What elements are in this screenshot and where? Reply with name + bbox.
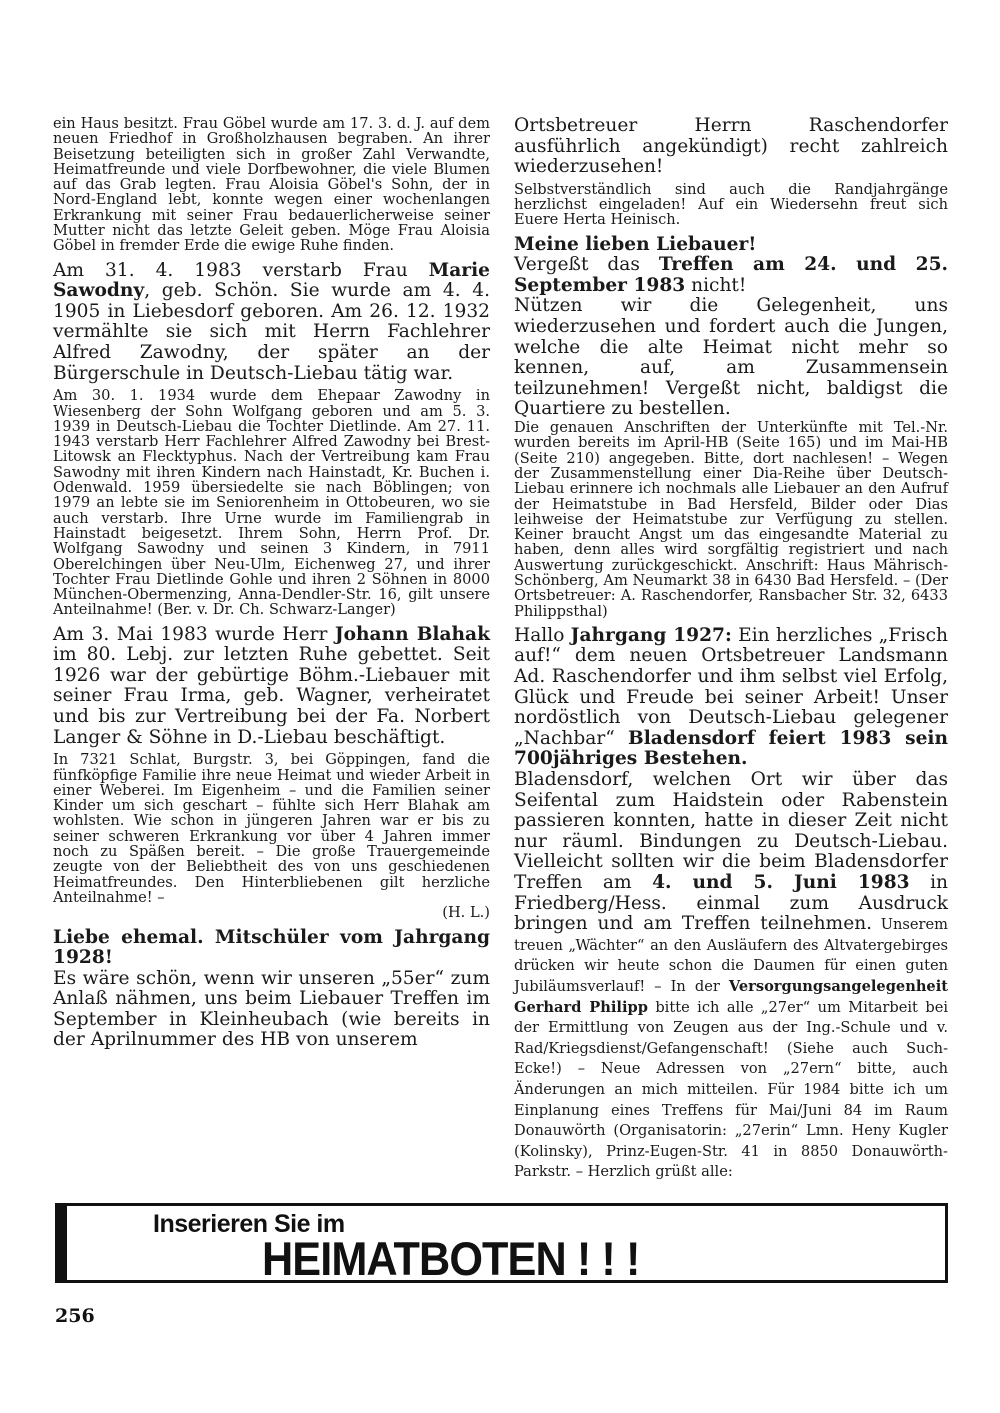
signature-line	[53, 905, 490, 920]
obituary-sawodny-intro: Am 31. 4. 1983 verstarb Frau Marie Sawodny, geb. Schön. Sie wurde am 4. 4. 1905 in Liebesdorf geboren. Am 26. 12. 1932 vermählte sie sich mit Herrn Fachlehrer Alfred Zawodny, der später an der Bürgerschule in Deutsch-Liebau tätig war.	[53, 259, 490, 384]
treffen-date: Treffen am 24. und 25. September 1983	[514, 254, 949, 296]
notice-gelegenheit: Nützen wir die Gelegenheit, uns wiederzusehen und fordert auch die Jungen, welche die alte Heimat nicht mehr so kennen, auf, am Zusammensein teilzunehmen! Vergeßt nicht, baldigst die Quartiere zu bestellen.	[514, 295, 948, 420]
jahrgang-1927-label: Jahrgang 1927:	[570, 624, 732, 646]
advertisement-box	[55, 1203, 948, 1283]
right-column	[514, 116, 948, 1182]
obituary-sawodny-details: Am 30. 1. 1934 wurde dem Ehepaar Zawodny in Wiesenberg der Sohn Wolfgang geboren und am 5. 3. 1939 in Deutsch-Liebau die Tochter Dietlinde. Am 27. 11. 1943 verstarb Herr Fachlehrer Alfred Zawodny bei Brest-Litowsk an Flecktyphus. Nach der Vertreibung kam Frau Sawodny mit ihren Kindern nach Hainstadt, Kr. Buchen i. Odenwald. 1959 übersiedelte sie nach Böblingen; von 1979 an lebte sie im Seniorenheim in Ottobeuren, wo sie auch verstarb. Ihre Urne wurde im Familiengrab in Hainstadt beigesetzt. Ihrem Sohn, Herrn Prof. Dr. Wolfgang Sawodny und seinen 3 Kindern, in 7911 Oberelchingen über Neu-Ulm, Eichenweg 27, und ihrer Tochter Frau Dietlinde Gohle und ihren 2 Söhnen in 8000 München-Obermenzing, Anna-Dendler-Str. 16, gilt unsere Anteilnahme! (Ber. v. Dr. Ch. Schwarz-Langer)	[53, 387, 490, 619]
obituary-goebel-end: ein Haus besitzt. Frau Göbel wurde am 17. 3. d. J. auf dem neuen Friedhof in Großholzhausen begraben. An ihrer Beisetzung beteiligten sich in großer Zahl Verwandte, Heimatfreunde und viele Dorfbewohner, die viele Blumen auf das Grab legten. Frau Aloisia Göbel's Sohn, der in Nord-England lebt, konnte wegen einer wochenlangen Erkrankung mit seiner Frau bedauerlicherweise seiner Mutter nicht das letzte Geleit geben. Möge Frau Aloisia Göbel in fremder Erde die ewige Ruhe finden.	[53, 115, 490, 255]
heading-jahrgang-1928: Liebe ehemal. Mitschüler vom Jahrgang 1928!	[53, 926, 490, 969]
notice-jahrgang-1927: Hallo Jahrgang 1927: Ein herzliches „Frisch auf!“ dem neuen Ortsbetreuer Landsmann Ad. Raschendorfer und ihm selbst viel Erfolg, Glück und Freude bei seiner Arbeit! Unser nordöstlich von Deutsch-Liebau gelegener „Nachbar“ Bladensdorf feiert 1983 sein 700jähriges Bestehen.	[514, 624, 949, 770]
notice-bladensdorf: Bladensdorf, welchen Ort wir über das Seifental zum Haidstein oder Rabenstein passieren konnten, hatte in dieser Zeit nicht nur räuml. Bindungen zu Deutsch-Liebau. Vielleicht sollten wir die beim Bladensdorfer Treffen am 4. und 5. Juni 1983 in Friedberg/Hess. einmal zum Ausdruck bringen und am Treffen teilnehmen. Unserem treuen „Wächter“ an den Ausläufern des Altvatergebirges drücken wir heute schon die Daumen für einen guten Jubiläumsverlauf! – In der Versorgungsangelegenheit Gerhard Philipp bitte ich alle „27er“ um Mitarbeit bei der Ermittlung von Zeugen aus der Ing.-Schule und v. Rad/Kriegsdienst/Gefangenschaft! (Siehe auch Such-Ecke!) – Neue Adressen von „27ern“ bitte, auch Änderungen an mich mitteilen. Für 1984 bitte ich um Einplanung eines Treffens für Mai/Juni 84 im Raum Donauwörth (Organisatorin: „27erin“ Lmn. Heny Kugler (Kolinsky), Prinz-Eugen-Str. 41 in 8850 Donauwörth-Parkstr. – Herzlich grüßt alle:	[514, 769, 948, 1181]
obituary-blahak-intro: Am 3. Mai 1983 wurde Herr Johann Blahak im 80. Lebj. zur letzten Ruhe gebettet. Seit 1926 war der gebürtige Böhm.-Liebauer mit seiner Frau Irma, geb. Wagner, verheiratet und bis zur Vertreibung bei der Fa. Norbert Langer & Söhne in D.-Liebau beschäftigt.	[53, 623, 490, 748]
name-johann-blahak: Johann Blahak	[334, 623, 490, 645]
notice-55er: Es wäre schön, wenn wir unseren „55er“ zum Anlaß nähmen, uns beim Liebauer Treffen im September in Kleinheubach (wie bereits in der Aprilnummer des HB von unserem	[53, 967, 490, 1051]
bladensdorf-headline: Bladensdorf feiert 1983 sein 700jähriges Bestehen.	[514, 727, 949, 770]
heading-liebe-liebauer: Meine lieben Liebauer!	[514, 233, 757, 255]
obituary-blahak-details: In 7321 Schlat, Burgstr. 3, bei Göppingen, fand die fünfköpfige Familie ihre neue Heimat und wieder Arbeit in einer Weberei. Im Eigenheim – und die Familien seiner Kinder um sich geschart – fühlte sich Herr Blahak am wohlsten. Wie schon in jüngeren Jahren war er bis zu seiner schweren Erkrankung vor über 4 Jahren immer noch zu Späßen bereit. – Die große Trauergemeinde zeugte von der Beliebtheit des von uns geschiedenen Heimatfreundes. Den Hinterbliebenen gilt herzliche Anteilnahme! –	[53, 751, 490, 906]
bladensdorf-date: 4. und 5. Juni 1983	[652, 872, 910, 893]
name-marie-sawodny: Marie Sawodny	[53, 259, 490, 302]
ad-line-2: HEIMATBOTEN ! ! !	[262, 1232, 640, 1285]
versorgung-label: Versorgungsangelegenheit Gerhard Philipp	[514, 977, 948, 1016]
ad-line-1: Inserieren Sie im	[153, 1210, 345, 1238]
notice-treffen: Vergeßt das Treffen am 24. und 25. September 1983 nicht!	[514, 254, 949, 296]
page-number: 256	[55, 1305, 95, 1327]
notice-anschriften: Die genauen Anschriften der Unterkünfte mit Tel.-Nr. wurden bereits im April-HB (Seite 165) und im Mai-HB (Seite 210) angegeben. Bitte, dort nachlesen! – Wegen der Zusammenstellung einer Dia-Reihe über Deutsch-Liebau erinnere ich nochmals alle Liebauer an den Aufruf der Heimatstube in Bad Hersfeld, Bilder oder Dias leihweise der Heimatstube zur Verfügung zu stellen. Keiner braucht Angst um das eingesandte Material zu haben, denn alles wird sorgfältig registriert und nach Auswertung zurückgeschickt. Anschrift: Haus Mährisch-Schönberg, Am Neumarkt 38 in 6430 Bad Hersfeld. – (Der Ortsbetreuer: A. Raschendorfer, Ransbacher Str. 32, 6433 Philippsthal)	[514, 419, 948, 620]
left-column	[53, 116, 490, 1051]
signature-hl: (H. L.)	[442, 904, 490, 922]
notice-55er-continued: Ortsbetreuer Herrn Raschendorfer ausführlich angekündigt) recht zahlreich wiederzusehen!	[514, 115, 948, 178]
notice-randjahrgaenge: Selbstverständlich sind auch die Randjahrgänge herzlichst eingeladen! Auf ein Wiedersehn freut sich Euere Herta Heinisch.	[514, 180, 948, 229]
